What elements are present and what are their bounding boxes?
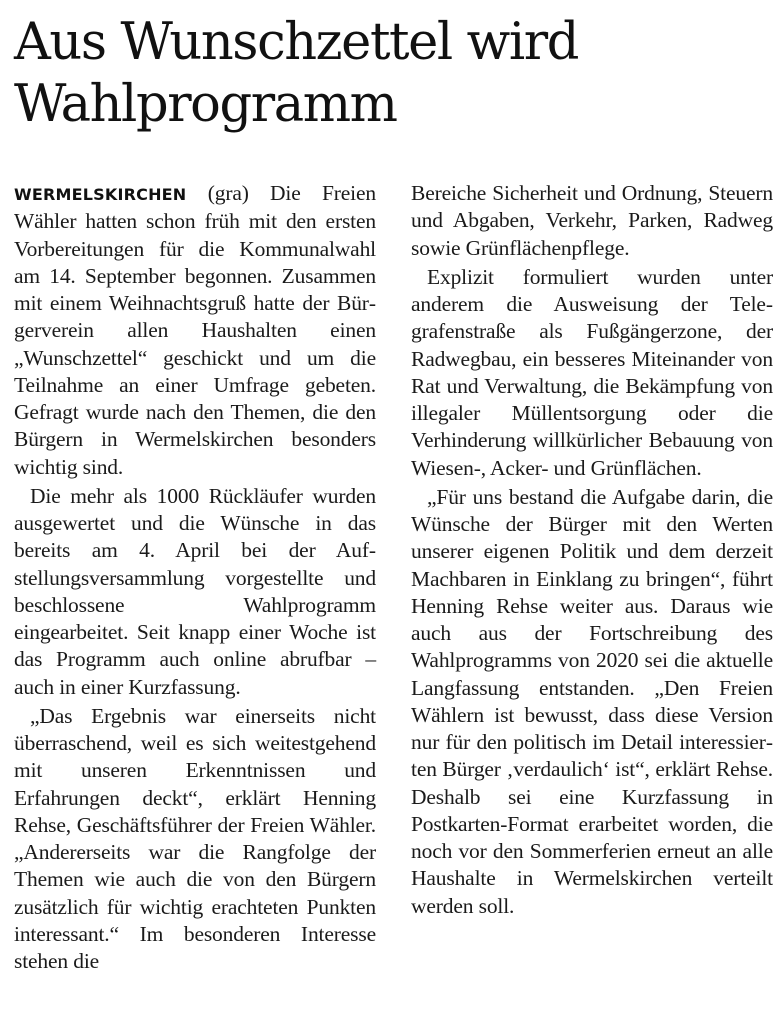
text-column-left: [14, 180, 376, 975]
headline: Aus Wunschzettel wird Wahlprogramm: [14, 13, 579, 134]
body-paragraph-continued: Bereiche Sicherheit und Ordnung, Steuern und Abgaben, Verkehr, Parken, Radweg sowie Grünflächenpflege.: [411, 181, 773, 260]
body-paragraph: Explizit formuliert wurden unter anderem die Ausweisung der Telegrafenstraße als Fußgängerzone, der Radwegbau, ein besseres Miteinander von Rat und Verwaltung, die Bekämpfung von illegaler Müllentsorgung oder die Verhinderung willkürlicher Bebauung von Wiesen-, Acker- und Grünflächen.: [411, 264, 773, 480]
body-paragraph: Die mehr als 1000 Rückläufer wurden ausgewertet und die Wünsche in das bereits am 4. April bei der Aufstellungsversammlung vorgestellte und beschlossene Wahlprogramm eingearbeitet. Seit knapp einer Woche ist das Programm auch online abrufbar – auch in einer Kurzfassung.: [14, 483, 376, 699]
dateline: WERMELSKIRCHEN: [14, 185, 187, 204]
lead-text: (gra) Die Freien Wähler hatten schon früh mit den ersten Vorbereitungen für die Kommunalwahl am 14. September begonnen. Zusammen mit einem Weihnachtsgruß hatte der Bürgerverein allen Haushalten einen „Wunschzettel“ geschickt und um die Teilnahme an einer Umfrage gebeten. Gefragt wurde nach den Themen, die den Bürgern in Wermelskirchen besonders wichtig sind.: [14, 181, 376, 479]
body-paragraph: „Für uns bestand die Aufgabe darin, die Wünsche der Bürger mit den Werten unserer eigenen Politik und dem derzeit Machbaren in Einklang zu bringen“, führt Henning Rehse weiter aus. Daraus wie auch aus der Fortschreibung des Wahlprogramms von 2020 sei die aktuelle Langfassung entstanden. „Den Freien Wählern ist bewusst, dass diese Version nur für den politisch im Detail interessierten Bürger ‚verdaulich‘ ist“, erklärt Rehse. Deshalb sei eine Kurzfassung in Postkarten-Format erarbeitet worden, die noch vor den Sommerferien erneut an alle Haushalte in Wermelskirchen verteilt werden soll.: [411, 484, 773, 918]
text-column-right: [411, 180, 773, 920]
lead-paragraph: [14, 180, 376, 481]
body-paragraph: „Das Ergebnis war einerseits nicht überraschend, weil es sich weitestgehend mit unseren Erkenntnissen und Erfahrungen deckt“, erklärt Henning Rehse, Geschäftsführer der Freien Wähler. „Andererseits war die Rangfolge der Themen wie auch die von den Bürgern zusätzlich für wichtig erachteten Punkten interessant.“ Im besonderen Interesse stehen die: [14, 703, 376, 973]
